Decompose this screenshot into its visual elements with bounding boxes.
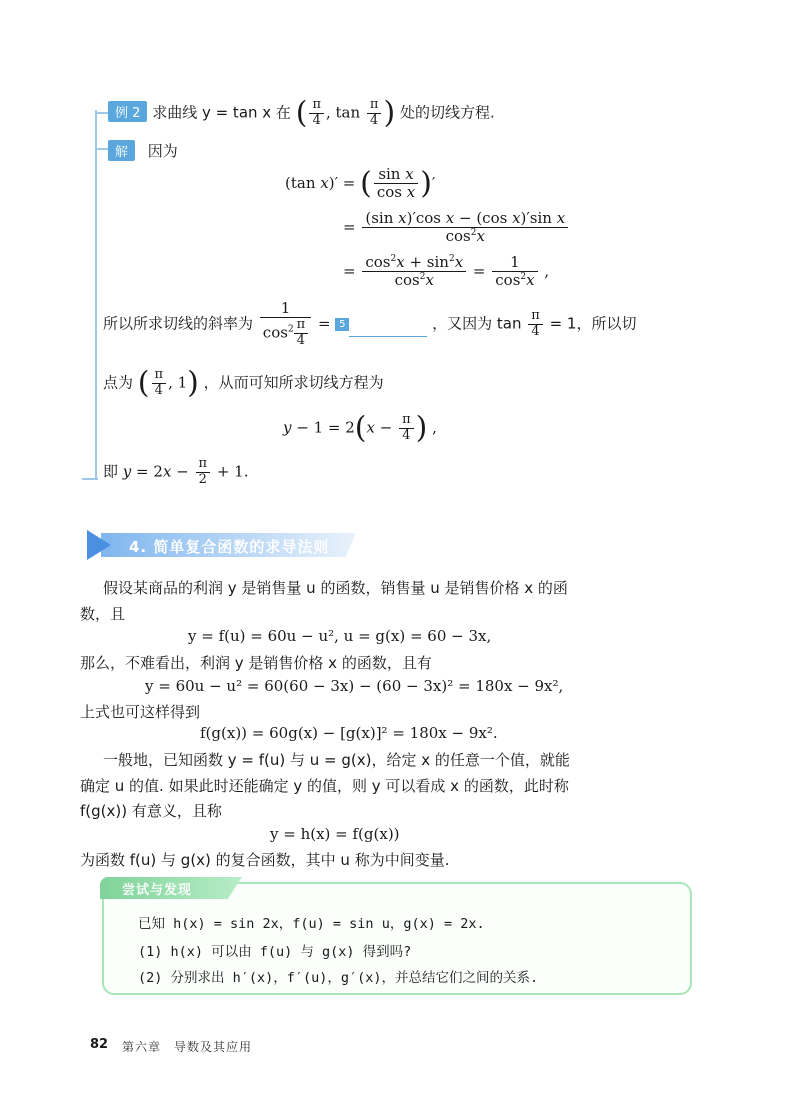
equation-3: f(g(x)) = 60g(x) − [g(x)]² = 180x − 9x². bbox=[200, 724, 498, 742]
equation-1: y = f(u) = 60u − u², u = g(x) = 60 − 3x, bbox=[188, 627, 492, 645]
try-discover-title: 尝试与发现 bbox=[122, 883, 193, 898]
body-p1-line1: 假设某商品的利润 y 是销售量 u 的函数，销售量 u 是销售价格 x 的函 bbox=[103, 579, 568, 597]
bracket-tick bbox=[82, 478, 98, 480]
body-p4-line1: 一般地，已知函数 y = f(u) 与 u = g(x)，给定 x 的任意一个值，就能 bbox=[103, 751, 570, 769]
because-text: 因为 bbox=[147, 142, 178, 160]
slope-line: 所以所求切线的斜率为 1 $\cos^2$ $\frac{\pi}{4}$ = 5 ，又因为 tan $\frac{\pi}{4}$ = 1，所以切 bbox=[103, 299, 637, 349]
question-suffix: 处的切线方程. bbox=[399, 103, 495, 122]
example-label: 例 2 bbox=[108, 101, 147, 122]
footer-chapter: 第六章 导数及其应用 bbox=[122, 1040, 253, 1054]
section-arrow-icon bbox=[87, 530, 111, 560]
try-line-2: (1) h(x) 可以由 f(u) 与 g(x) 得到吗? bbox=[138, 944, 412, 960]
equation-2: y = 60u − u² = 60(60 − 3x) − (60 − 3x)² = 180x − 9x², bbox=[145, 677, 564, 695]
derivation-line-2: = $\frac{\text{(sin x)′cos x − (cos x)′sin x}}{\cos^2x}$ bbox=[343, 210, 570, 246]
fill-blank-marker: 5 bbox=[335, 318, 349, 331]
final-line: 即 y = 2x − $\frac{\pi}{2}$ + 1. bbox=[103, 456, 249, 487]
example-bracket bbox=[95, 110, 97, 480]
try-line-3: (2) 分别求出 h′(x)，f′(u)，g′(x)，并总结它们之间的关系. bbox=[138, 970, 539, 986]
example-question: 例 2 求曲线 y = tan x 在 ( $\frac{\pi}{4}$ , tan $\frac{\pi}{4}$ ) 处的切线方程. bbox=[108, 98, 495, 129]
section-title: 4. 简单复合函数的求导法则 bbox=[129, 538, 330, 556]
solution-header bbox=[108, 140, 178, 161]
eq-one-so-text: = 1，所以切 bbox=[549, 314, 637, 333]
derivation-line-3: = $\frac{\cos^2x + \sin^2x}{\cos^2x}$ = $\frac{1}{\cos^2x}$ , bbox=[343, 253, 550, 290]
tangent-equation: y − 1 = 2(x − $\frac{\pi}{4}$ ) , bbox=[283, 410, 437, 446]
point-line: 点为 ( $\frac{\pi}{4}$ , 1) ，从而可知所求切线方程为 bbox=[103, 365, 384, 401]
question-prefix: 求曲线 y = tan x 在 bbox=[152, 103, 291, 122]
bracket-tick bbox=[95, 148, 109, 150]
body-p1-line2: 数，且 bbox=[80, 605, 126, 623]
point-suffix: ，从而可知所求切线方程为 bbox=[203, 373, 384, 392]
also-because-text: ，又因为 tan bbox=[432, 314, 522, 333]
body-p2: 那么，不难看出，利润 y 是销售价格 x 的函数，且有 bbox=[80, 654, 432, 672]
derivation-line-1: (tan x)′ = ( $\frac{\text{sin x}}{\text{cos x}}$ )′ bbox=[285, 165, 436, 202]
bracket-tick bbox=[95, 112, 109, 114]
slope-text: 所以所求切线的斜率为 bbox=[103, 314, 254, 333]
section-header bbox=[87, 530, 357, 560]
solution-label: 解 bbox=[108, 140, 135, 161]
final-prefix: 即 bbox=[103, 462, 119, 481]
page-number: 82 bbox=[90, 1037, 109, 1052]
body-p4-line2: 确定 u 的值. 如果此时还能确定 y 的值，则 y 可以看成 x 的函数，此时称 bbox=[80, 777, 569, 795]
equation-4: y = h(x) = f(g(x)) bbox=[270, 825, 400, 843]
try-line-1: 已知 h(x) = sin 2x，f(u) = sin u，g(x) = 2x. bbox=[138, 916, 485, 932]
body-p5: 为函数 f(u) 与 g(x) 的复合函数，其中 u 称为中间变量. bbox=[80, 851, 450, 869]
body-p4-line3: f(g(x)) 有意义，且称 bbox=[80, 802, 222, 820]
body-p3: 上式也可这样得到 bbox=[80, 703, 201, 721]
point-prefix: 点为 bbox=[103, 373, 134, 392]
fill-blank-line[interactable] bbox=[349, 336, 427, 337]
